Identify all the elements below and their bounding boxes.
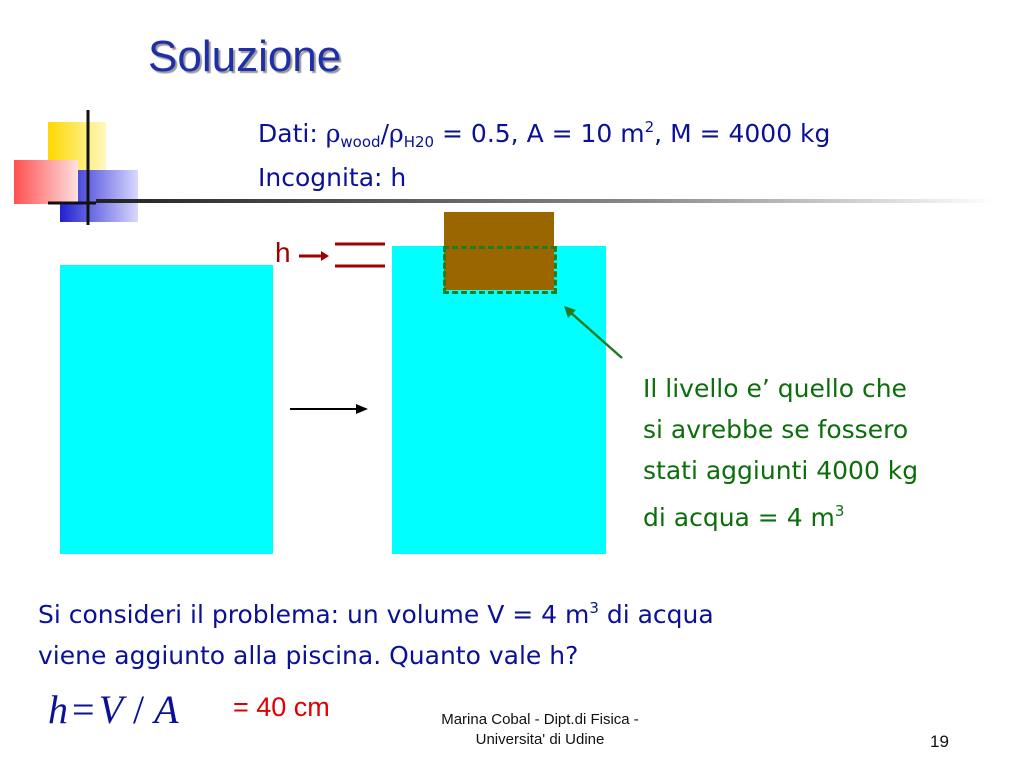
title-divider-line <box>96 197 996 205</box>
unknown-line: Incognita: h <box>258 163 407 192</box>
level-explanation-note: Il livello e’ quello che si avrebbe se fossero stati aggiunti 4000 kg di acqua = 4 $m^3$ <box>643 374 919 532</box>
given-data-line: Dati: $\rho_{wood}/\rho_{H20} = 0.5$, A = 10 $m^2$, M = 4000 kg <box>258 118 831 151</box>
decorative-corner-squares <box>0 100 150 230</box>
h-label: h <box>275 237 291 268</box>
formula-h-equals-v-over-a: h = V / A <box>48 687 179 732</box>
red-square <box>14 160 78 204</box>
given-data-block <box>258 110 830 195</box>
problem-question: Si consideri il problema: un volume V = 4 $m^3$ di acqua viene aggiunto alla piscina. Quanto vale h? <box>38 599 714 670</box>
h-level-indicator <box>295 236 390 270</box>
page-number: 19 <box>930 732 949 751</box>
result-value: = 40 cm <box>233 692 330 722</box>
pool-before <box>60 265 273 554</box>
footer-author: Marina Cobal - Dipt.di Fisica - Universita' di Udine <box>441 711 639 748</box>
submerged-volume-outline <box>443 246 557 294</box>
slide-title: Soluzione <box>148 32 342 81</box>
transition-arrow <box>288 398 372 420</box>
note-pointer-arrow <box>558 300 628 362</box>
